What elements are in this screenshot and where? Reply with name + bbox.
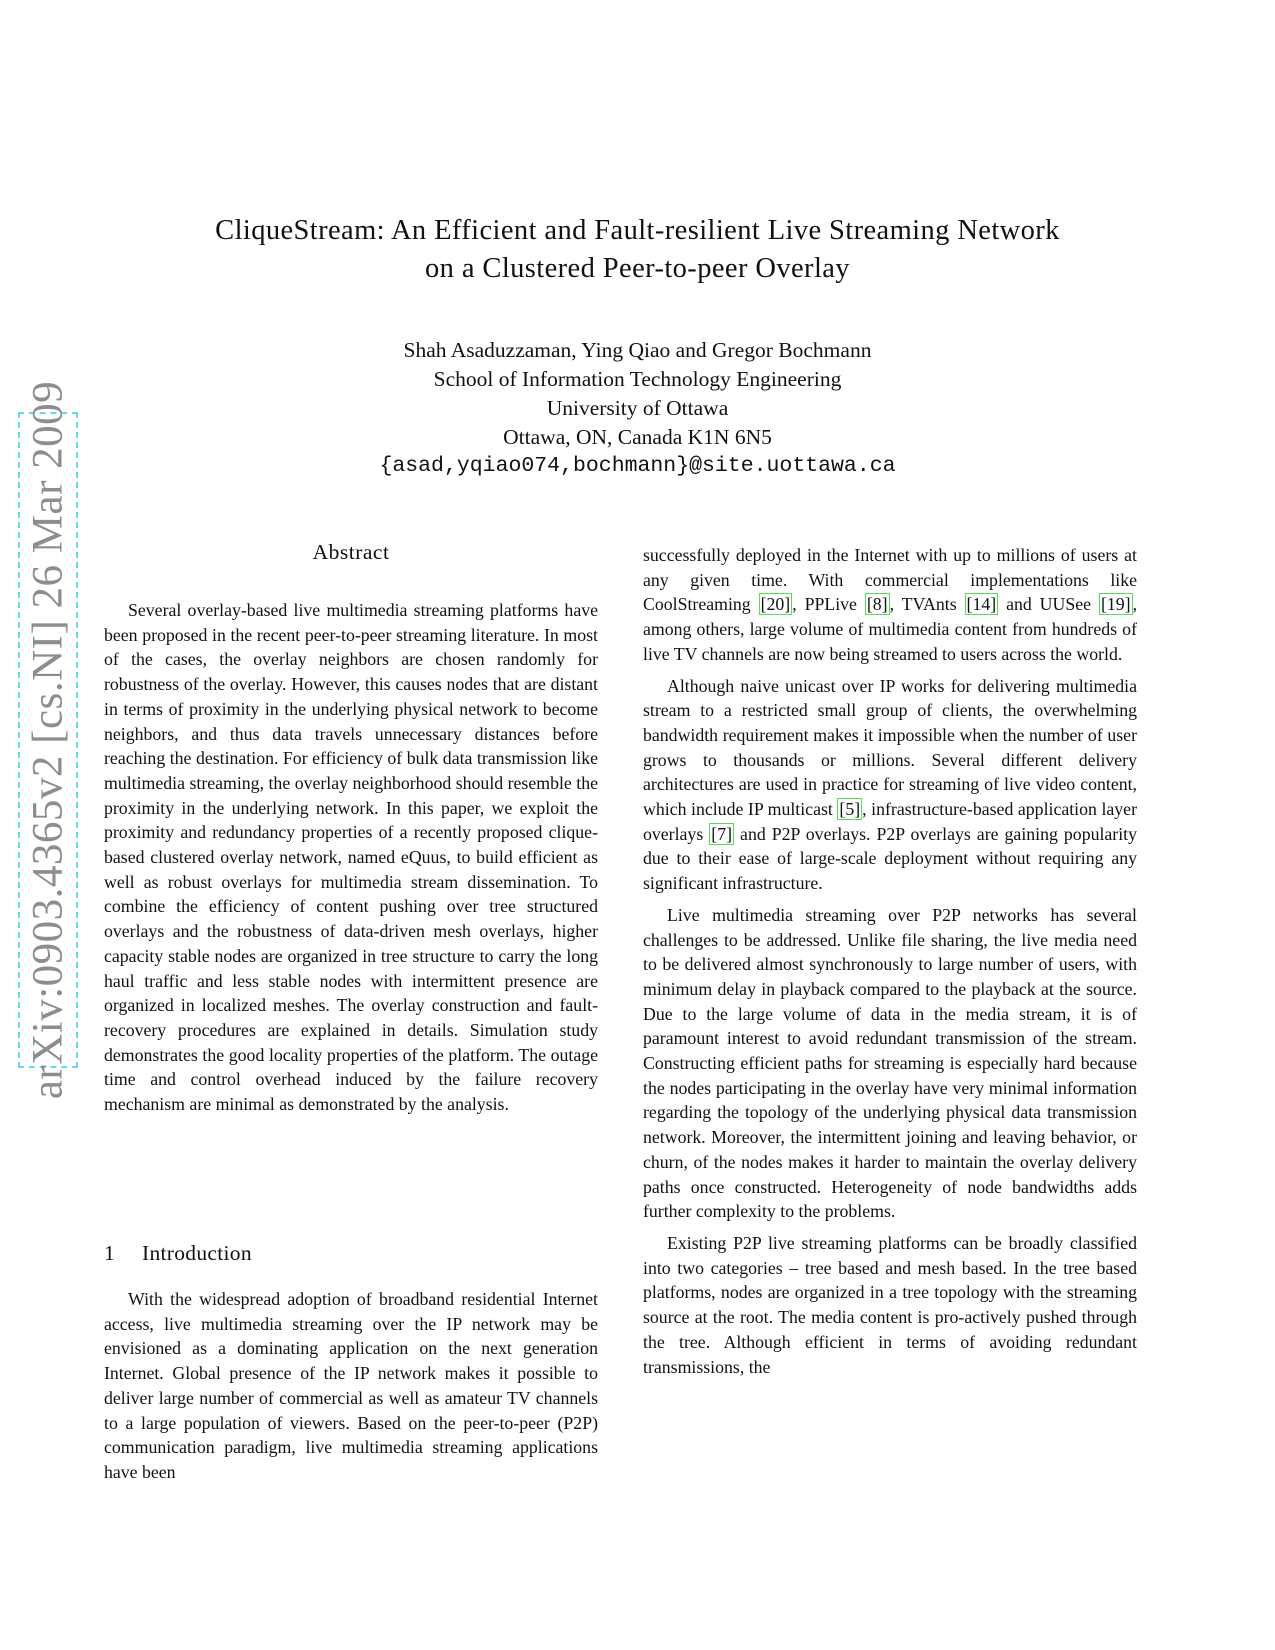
introduction-right-column — [643, 543, 1137, 1379]
intro-paragraph-4: Existing P2P live streaming platforms can be broadly classified into two categories – tree based and mesh based. In the tree based platforms, nodes are organized in a tree topology with the streaming source at the root. The media content is pro-actively pushed through the tree. Although efficient in terms of avoiding redundant transmissions, the — [643, 1232, 1137, 1377]
section-number: 1 — [104, 1241, 116, 1265]
intro-paragraph-2 — [643, 674, 1137, 896]
arxiv-stamp — [18, 380, 78, 1100]
text-run: , among others, large volume of multimedia content from hundreds of live TV channels are now being streamed to users across the world. — [643, 594, 1138, 664]
citation-link-19[interactable]: [19] — [1100, 594, 1131, 615]
arxiv-identifier: arXiv:0903.4365v2 [cs.NI] 26 Mar 2009 — [24, 380, 72, 1100]
text-run: Although naive unicast over IP works for delivering multimedia stream to a restricted small group of clients, the overwhelming bandwidth requirement makes it impossible when the number of user grows to thousands or millions. Several different delivery architectures are used in practice for streaming of live video content, which include IP multicast — [643, 675, 1137, 820]
intro-paragraph-3: Live multimedia streaming over P2P networks has several challenges to be addressed. Unlike file sharing, the live media need to be delivered almost synchronously to large number of users, with minimum delay in playback compared to the playback at the source. Due to the large volume of data in the media stream, it is of paramount interest to avoid redundant transmission of the stream. Constructing efficient paths for streaming is especially hard because the nodes participating in the overlay have very minimal information regarding the topology of the underlying physical data transmission network. Moreover, the intermittent joining and leaving behavior, or churn, of the nodes makes it harder to maintain the overlay delivery paths once constructed. Heterogeneity of node bandwidths adds further complexity to the problems. — [643, 904, 1137, 1222]
email: {asad,yqiao074,bochmann}@site.uottawa.ca — [379, 454, 896, 478]
section-heading-introduction — [104, 1241, 252, 1266]
affiliation-school: School of Information Technology Engineering — [433, 367, 842, 391]
title-line-1: CliqueStream: An Efficient and Fault-resilient Live Streaming Network — [215, 215, 1060, 246]
intro-paragraph-continued — [643, 543, 1137, 667]
abstract-body — [104, 598, 598, 1117]
title-line-2: on a Clustered Peer-to-peer Overlay — [425, 253, 850, 284]
author-block — [0, 336, 1275, 481]
citation-link-14[interactable]: [14] — [966, 594, 997, 615]
text-run: and P2P overlays. P2P overlays are gaining popularity due to their ease of large-scale deployment without requiring any significant infrastructure. — [643, 823, 1137, 894]
section-title: Introduction — [142, 1241, 252, 1265]
citation-link-8[interactable]: [8] — [866, 594, 888, 615]
citation-link-5[interactable]: [5] — [839, 799, 861, 820]
text-run: , TVAnts — [889, 594, 965, 615]
citation-link-20[interactable]: [20] — [760, 594, 791, 615]
affiliation-university: University of Ottawa — [546, 396, 729, 420]
text-run: , infrastructure-based application layer overlays — [643, 799, 1138, 844]
authors: Shah Asaduzzaman, Ying Qiao and Gregor Bochmann — [403, 338, 872, 362]
introduction-left-column — [104, 1287, 598, 1485]
citation-link-7[interactable]: [7] — [711, 823, 733, 844]
text-run: successfully deployed in the Internet with up to millions of users at any given time. With commercial implementations like CoolStreaming — [643, 545, 1137, 615]
paper-title — [0, 212, 1275, 288]
abstract-paragraph: Several overlay-based live multimedia streaming platforms have been proposed in the recent peer-to-peer streaming literature. In most of the cases, the overlay neighbors are chosen randomly for robustness of the overlay. However, this causes nodes that are distant in terms of proximity in the underlying physical network to become neighbors, and thus data travels unnecessary distances before reaching the destination. For efficiency of bulk data transmission like multimedia streaming, the overlay neighborhood should resemble the proximity in the underlying network. In this paper, we exploit the proximity and redundancy properties of a recently proposed clique-based clustered overlay network, named eQuus, to build efficient as well as robust overlays for multimedia stream dissemination. To combine the efficiency of content pushing over tree structured overlays and the robustness of data-driven mesh overlays, higher capacity stable nodes are organized in tree structure to carry the long haul traffic and less stable nodes with intermittent presence are organized in localized meshes. The overlay construction and fault-recovery procedures are explained in details. Simulation study demonstrates the good locality properties of the platform. The outage time and control overhead induced by the failure recovery mechanism are minimal as demonstrated by the analysis. — [104, 600, 598, 1115]
text-run: , PPLive — [792, 594, 865, 615]
abstract-heading: Abstract — [312, 540, 390, 564]
address: Ottawa, ON, Canada K1N 6N5 — [503, 425, 772, 449]
intro-paragraph-1: With the widespread adoption of broadband residential Internet access, live multimedia streaming over the IP network may be envisioned as a dominating application on the next generation Internet. Global presence of the IP network makes it possible to deliver large number of commercial as well as amateur TV channels to a large population of viewers. Based on the peer-to-peer (P2P) communication paradigm, live multimedia streaming applications have been — [104, 1289, 598, 1482]
text-run: and UUSee — [998, 594, 1099, 615]
